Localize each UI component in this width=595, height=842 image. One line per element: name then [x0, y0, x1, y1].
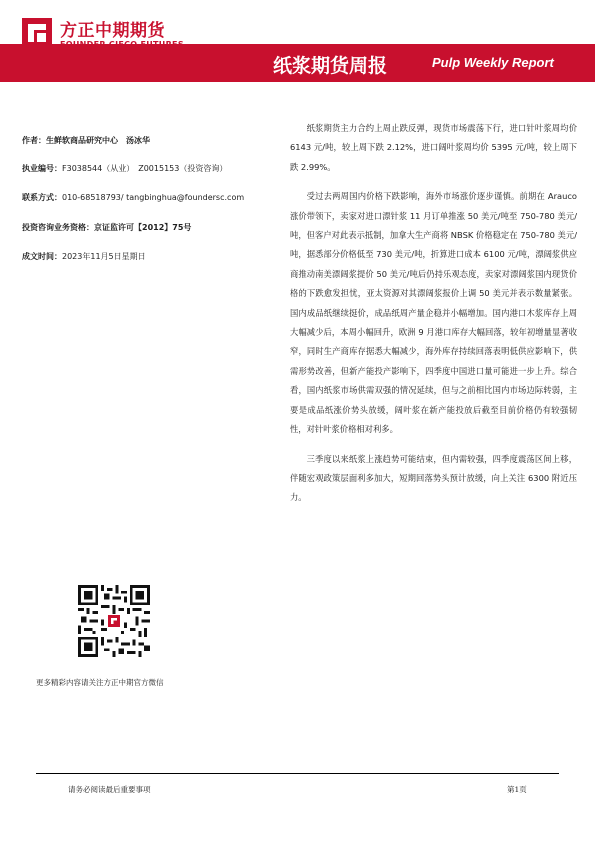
contact-value[interactable]: 010-68518793/ tangbinghua@foundersc.com — [62, 193, 245, 202]
paragraph-analysis: 受过去两周国内价格下跌影响，海外市场涨价逐步谨慎。前期在 Arauco 涨价带领下，卖家对进口漂针浆 11 月订单推涨 50 美元/吨至 750-780 美元/吨，但客户对此表示抵制，加拿大生产商将 NBSK 价格稳定在 750-780 美元/吨，据悉部分价格低至 730 美元/吨，折算进口成本 6100 元/吨，漂阔浆供应商推动南美漂阔浆提价 50 美元/吨后仍持乐观态度，卖家对漂阔浆国内现货价格的下跌愈发担忧，亚太资源对其漂阔浆报价上调 50 美元并表示数量紧张。国内成品纸继续挺价，成品纸周产量企稳并小幅增加。国内港口木浆库存上周大幅减少后，本周小幅回升，欧洲 9 月港口库存大幅回落，较年初增量显著收窄，同时生产商库存据悉大幅减少，海外库存持续回落表明低供应影响下，供需形势改善，但新产能投产影响下，四季度中国进口量可能进一步上升。综合看，国内纸浆市场供需双强的情况延续，但与之前相比国内市场边际转弱，主要是成品纸涨价势头放缓，阔叶浆在新产能投放后截至目前价格仍有较强韧性，对针叶浆价格相对利多。 — [290, 191, 577, 435]
report-banner — [0, 44, 595, 82]
qualification-line — [22, 222, 191, 233]
date-label: 成文时间： — [22, 252, 62, 261]
report-title-cn: 纸浆期货周报 — [273, 55, 388, 77]
license-label: 执业编号： — [22, 164, 62, 173]
report-body — [290, 119, 577, 518]
date-line — [22, 251, 146, 262]
author-line — [22, 135, 150, 146]
footer-disclaimer: 请务必阅读最后重要事项 — [68, 785, 151, 794]
page-number: 第1页 — [507, 785, 527, 794]
footer-divider — [36, 773, 559, 774]
qualification-value: 京证监许可【2012】75号 — [94, 223, 192, 232]
paragraph-summary: 纸浆期货主力合约上周止跌反弹，现货市场震荡下行，进口针叶浆周均价 6143 元/吨，较上周下跌 2.12%，进口阔叶浆周均价 5395 元/吨，较上周下跌 2.99%。 — [290, 123, 577, 172]
date-value: 2023年11月5日星期日 — [62, 252, 146, 261]
author-value: 生鲜软商品研究中心 汤冰华 — [46, 136, 150, 145]
qr-caption: 更多精彩内容请关注方正中期官方微信 — [36, 678, 164, 687]
author-label: 作者： — [22, 136, 46, 145]
license-line — [22, 163, 227, 174]
wechat-qr-code-icon — [78, 585, 150, 657]
qualification-label: 投资咨询业务资格： — [22, 223, 94, 232]
brand-name-cn: 方正中期期货 — [60, 21, 165, 41]
report-title-en: Pulp Weekly Report — [432, 55, 554, 70]
contact-line — [22, 192, 244, 203]
contact-label: 联系方式： — [22, 193, 62, 202]
paragraph-outlook: 三季度以来纸浆上涨趋势可能结束，但内需较强，四季度震荡区间上移，伴随宏观政策层面利多加大，短期回落势头预计放缓，向上关注 6300 附近压力。 — [290, 453, 577, 503]
license-value: F3038544（从业） Z0015153（投资咨询） — [62, 164, 228, 173]
